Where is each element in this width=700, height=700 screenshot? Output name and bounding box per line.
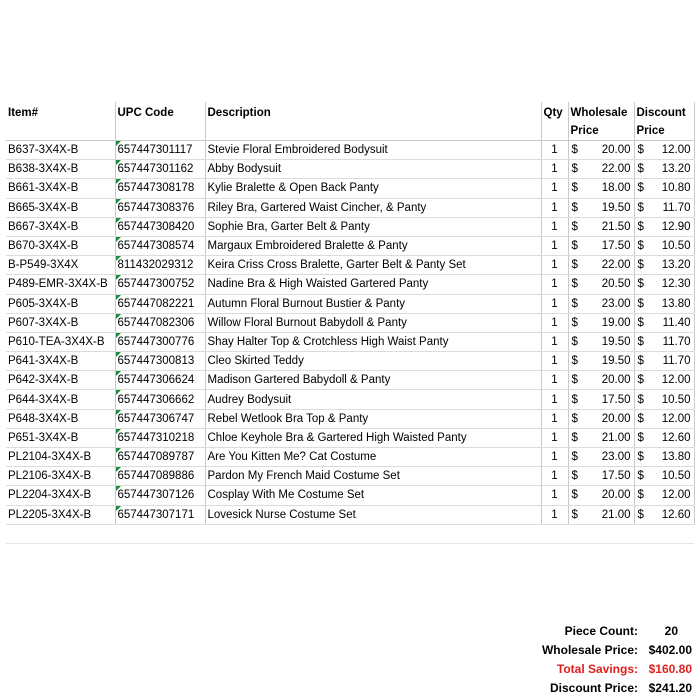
table-row	[6, 160, 694, 179]
item-number-cell: B637-3X4X-B	[6, 141, 115, 160]
discount-total-label: Discount Price:	[549, 681, 638, 695]
currency-symbol: $	[637, 163, 644, 176]
upc-code-cell: 657447307126	[115, 486, 205, 505]
currency-symbol: $	[637, 451, 644, 464]
wholesale-price-cell	[568, 256, 634, 275]
wholesale-price-cell	[568, 217, 634, 236]
upc-code-cell: 657447308574	[115, 236, 205, 255]
table-row	[6, 409, 694, 428]
wholesale-price-cell	[568, 409, 634, 428]
table-row	[6, 390, 694, 409]
upc-code-cell: 657447300752	[115, 275, 205, 294]
qty-cell: 1	[541, 275, 568, 294]
wholesale-price-cell	[568, 467, 634, 486]
discount-amount: 11.70	[662, 355, 691, 368]
piece-count-value: 20	[664, 624, 678, 638]
discount-amount: 10.50	[661, 393, 691, 406]
qty-cell: 1	[541, 486, 568, 505]
upc-code-cell: 657447308376	[115, 198, 205, 217]
discount-price-cell	[634, 352, 694, 371]
wholesale-amount: 20.00	[601, 144, 631, 157]
wholesale-price-cell	[568, 332, 634, 351]
wholesale-price-cell	[568, 179, 634, 198]
wholesale-amount: 17.50	[601, 393, 631, 406]
discount-price-cell	[634, 448, 694, 467]
currency-symbol: $	[637, 297, 644, 310]
item-number-cell: P651-3X4X-B	[6, 428, 115, 447]
currency-symbol: $	[571, 335, 578, 348]
wholesale-amount: 18.00	[601, 182, 631, 195]
wholesale-amount: 22.00	[601, 163, 631, 176]
wholesale-amount: 22.00	[601, 259, 631, 272]
wholesale-amount: 17.50	[601, 470, 631, 483]
discount-amount: 12.00	[661, 412, 691, 425]
summary-block	[6, 622, 700, 698]
table-row	[6, 371, 694, 390]
description-cell: Chloe Keyhole Bra & Gartered High Waisted Panty	[205, 428, 541, 447]
wholesale-price-cell	[568, 390, 634, 409]
discount-price-cell	[634, 332, 694, 351]
wholesale-price-cell	[568, 294, 634, 313]
header-upc: UPC Code	[115, 102, 205, 141]
discount-amount: 10.80	[661, 182, 691, 195]
currency-symbol: $	[637, 355, 644, 368]
item-number-cell: P610-TEA-3X4X-B	[6, 332, 115, 351]
header-discount	[634, 102, 694, 141]
description-cell: Are You Kitten Me? Cat Costume	[205, 448, 541, 467]
discount-total-row	[6, 679, 700, 698]
discount-price-cell	[634, 236, 694, 255]
wholesale-price-cell	[568, 371, 634, 390]
currency-symbol: $	[571, 431, 578, 444]
discount-amount: 11.70	[662, 335, 691, 348]
currency-symbol: $	[571, 278, 578, 291]
description-cell: Stevie Floral Embroidered Bodysuit	[205, 141, 541, 160]
currency-symbol: $	[571, 182, 578, 195]
qty-cell: 1	[541, 467, 568, 486]
wholesale-amount: 21.50	[601, 220, 631, 233]
currency-symbol: $	[571, 412, 578, 425]
discount-price-cell	[634, 486, 694, 505]
wholesale-amount: 20.00	[601, 374, 631, 387]
header-wholesale-line2: Price	[570, 125, 599, 137]
currency-symbol: $	[637, 470, 644, 483]
currency-symbol: $	[571, 144, 578, 157]
wholesale-price-cell	[568, 428, 634, 447]
discount-total-value: $241.20	[648, 681, 692, 695]
discount-amount: 12.00	[661, 144, 691, 157]
description-cell: Shay Halter Top & Crotchless High Waist Panty	[205, 332, 541, 351]
currency-symbol: $	[637, 335, 644, 348]
discount-amount: 13.80	[661, 297, 691, 310]
item-number-cell: P607-3X4X-B	[6, 313, 115, 332]
currency-symbol: $	[571, 393, 578, 406]
currency-symbol: $	[637, 489, 644, 502]
currency-symbol: $	[571, 259, 578, 272]
upc-code-cell: 657447308178	[115, 179, 205, 198]
qty-cell: 1	[541, 217, 568, 236]
currency-symbol: $	[637, 144, 644, 157]
wholesale-amount: 19.50	[601, 335, 631, 348]
header-item: Item#	[6, 102, 115, 141]
table-row	[6, 198, 694, 217]
currency-symbol: $	[637, 412, 644, 425]
wholesale-amount: 21.00	[601, 431, 631, 444]
item-number-cell: P489-EMR-3X4X-B	[6, 275, 115, 294]
description-cell: Margaux Embroidered Bralette & Panty	[205, 236, 541, 255]
header-wholesale	[568, 102, 634, 141]
upc-code-cell: 657447306747	[115, 409, 205, 428]
currency-symbol: $	[637, 508, 644, 521]
qty-cell: 1	[541, 332, 568, 351]
currency-symbol: $	[571, 508, 578, 521]
discount-price-cell	[634, 371, 694, 390]
discount-amount: 12.30	[661, 278, 691, 291]
qty-cell: 1	[541, 428, 568, 447]
blank-row	[6, 524, 694, 543]
discount-amount: 12.60	[661, 431, 691, 444]
item-number-cell: B638-3X4X-B	[6, 160, 115, 179]
currency-symbol: $	[637, 316, 644, 329]
discount-amount: 10.50	[661, 470, 691, 483]
item-number-cell: P648-3X4X-B	[6, 409, 115, 428]
upc-code-cell: 657447089886	[115, 467, 205, 486]
discount-price-cell	[634, 313, 694, 332]
item-number-cell: PL2104-3X4X-B	[6, 448, 115, 467]
header-description: Description	[205, 102, 541, 141]
currency-symbol: $	[571, 489, 578, 502]
description-cell: Willow Floral Burnout Babydoll & Panty	[205, 313, 541, 332]
upc-code-cell: 657447306624	[115, 371, 205, 390]
upc-code-cell: 657447306662	[115, 390, 205, 409]
currency-symbol: $	[571, 316, 578, 329]
discount-amount: 13.20	[661, 259, 691, 272]
discount-amount: 12.90	[661, 220, 691, 233]
item-number-cell: B665-3X4X-B	[6, 198, 115, 217]
discount-price-cell	[634, 390, 694, 409]
discount-price-cell	[634, 294, 694, 313]
currency-symbol: $	[571, 355, 578, 368]
table-body	[6, 141, 694, 525]
wholesale-amount: 19.00	[601, 316, 631, 329]
description-cell: Rebel Wetlook Bra Top & Panty	[205, 409, 541, 428]
discount-amount: 12.00	[661, 489, 691, 502]
wholesale-price-cell	[568, 160, 634, 179]
qty-cell: 1	[541, 313, 568, 332]
wholesale-amount: 23.00	[601, 451, 631, 464]
table-row	[6, 428, 694, 447]
description-cell: Kylie Bralette & Open Back Panty	[205, 179, 541, 198]
currency-symbol: $	[571, 163, 578, 176]
currency-symbol: $	[637, 220, 644, 233]
header-qty: Qty	[541, 102, 568, 141]
wholesale-price-cell	[568, 141, 634, 160]
wholesale-price-cell	[568, 505, 634, 524]
header-row	[6, 102, 694, 141]
wholesale-amount: 20.50	[601, 278, 631, 291]
piece-count-row	[6, 622, 700, 641]
qty-cell: 1	[541, 236, 568, 255]
description-cell: Abby Bodysuit	[205, 160, 541, 179]
description-cell: Madison Gartered Babydoll & Panty	[205, 371, 541, 390]
description-cell: Keira Criss Cross Bralette, Garter Belt & Panty Set	[205, 256, 541, 275]
description-cell: Cleo Skirted Teddy	[205, 352, 541, 371]
description-cell: Cosplay With Me Costume Set	[205, 486, 541, 505]
table-row	[6, 313, 694, 332]
qty-cell: 1	[541, 294, 568, 313]
qty-cell: 1	[541, 198, 568, 217]
upc-code-cell: 657447301162	[115, 160, 205, 179]
item-number-cell: P642-3X4X-B	[6, 371, 115, 390]
currency-symbol: $	[571, 297, 578, 310]
currency-symbol: $	[571, 201, 578, 214]
wholesale-price-cell	[568, 198, 634, 217]
table-row	[6, 141, 694, 160]
currency-symbol: $	[637, 182, 644, 195]
wholesale-price-cell	[568, 486, 634, 505]
discount-price-cell	[634, 428, 694, 447]
description-cell: Riley Bra, Gartered Waist Cincher, & Panty	[205, 198, 541, 217]
currency-symbol: $	[637, 431, 644, 444]
wholesale-price-cell	[568, 275, 634, 294]
table-row	[6, 179, 694, 198]
header-discount-line1: Discount	[636, 107, 686, 119]
description-cell: Nadine Bra & High Waisted Gartered Panty	[205, 275, 541, 294]
order-table	[6, 102, 695, 544]
currency-symbol: $	[571, 220, 578, 233]
qty-cell: 1	[541, 505, 568, 524]
wholesale-amount: 23.00	[601, 297, 631, 310]
savings-value: $160.80	[648, 662, 692, 676]
discount-amount: 12.00	[661, 374, 691, 387]
currency-symbol: $	[571, 374, 578, 387]
item-number-cell: B661-3X4X-B	[6, 179, 115, 198]
currency-symbol: $	[571, 470, 578, 483]
savings-label: Total Savings:	[556, 662, 638, 676]
wholesale-total-value: $402.00	[648, 643, 692, 657]
qty-cell: 1	[541, 390, 568, 409]
discount-amount: 11.70	[662, 201, 691, 214]
currency-symbol: $	[637, 259, 644, 272]
upc-code-cell: 657447300776	[115, 332, 205, 351]
qty-cell: 1	[541, 160, 568, 179]
qty-cell: 1	[541, 141, 568, 160]
wholesale-price-cell	[568, 448, 634, 467]
item-number-cell: B670-3X4X-B	[6, 236, 115, 255]
table-row	[6, 352, 694, 371]
table-row	[6, 256, 694, 275]
wholesale-amount: 20.00	[601, 412, 631, 425]
discount-amount: 11.40	[662, 316, 691, 329]
discount-price-cell	[634, 256, 694, 275]
description-cell: Sophie Bra, Garter Belt & Panty	[205, 217, 541, 236]
wholesale-total-row	[6, 641, 700, 660]
currency-symbol: $	[637, 201, 644, 214]
qty-cell: 1	[541, 448, 568, 467]
table-row	[6, 217, 694, 236]
table-row	[6, 486, 694, 505]
upc-code-cell: 657447082221	[115, 294, 205, 313]
currency-symbol: $	[637, 374, 644, 387]
wholesale-price-cell	[568, 352, 634, 371]
table-row	[6, 294, 694, 313]
qty-cell: 1	[541, 179, 568, 198]
discount-price-cell	[634, 198, 694, 217]
wholesale-amount: 19.50	[601, 201, 631, 214]
wholesale-amount: 21.00	[601, 508, 631, 521]
spreadsheet	[6, 102, 696, 695]
wholesale-price-cell	[568, 236, 634, 255]
discount-amount: 13.80	[661, 451, 691, 464]
upc-code-cell: 657447082306	[115, 313, 205, 332]
header-discount-line2: Price	[636, 125, 665, 137]
description-cell: Audrey Bodysuit	[205, 390, 541, 409]
qty-cell: 1	[541, 371, 568, 390]
discount-price-cell	[634, 505, 694, 524]
piece-count-label: Piece Count:	[564, 624, 638, 638]
savings-row	[6, 660, 700, 679]
table-row	[6, 236, 694, 255]
item-number-cell: PL2106-3X4X-B	[6, 467, 115, 486]
item-number-cell: B667-3X4X-B	[6, 217, 115, 236]
discount-price-cell	[634, 179, 694, 198]
upc-code-cell: 657447308420	[115, 217, 205, 236]
discount-price-cell	[634, 275, 694, 294]
upc-code-cell: 657447310218	[115, 428, 205, 447]
discount-price-cell	[634, 467, 694, 486]
wholesale-amount: 19.50	[601, 355, 631, 368]
table-row	[6, 467, 694, 486]
upc-code-cell: 657447300813	[115, 352, 205, 371]
currency-symbol: $	[571, 240, 578, 253]
header-wholesale-line1: Wholesale	[570, 107, 628, 119]
currency-symbol: $	[571, 451, 578, 464]
item-number-cell: PL2204-3X4X-B	[6, 486, 115, 505]
qty-cell: 1	[541, 256, 568, 275]
wholesale-total-label: Wholesale Price:	[541, 643, 638, 657]
discount-price-cell	[634, 160, 694, 179]
wholesale-price-cell	[568, 313, 634, 332]
upc-code-cell: 657447307171	[115, 505, 205, 524]
currency-symbol: $	[637, 278, 644, 291]
discount-price-cell	[634, 141, 694, 160]
description-cell: Lovesick Nurse Costume Set	[205, 505, 541, 524]
wholesale-amount: 20.00	[601, 489, 631, 502]
item-number-cell: PL2205-3X4X-B	[6, 505, 115, 524]
item-number-cell: P641-3X4X-B	[6, 352, 115, 371]
description-cell: Pardon My French Maid Costume Set	[205, 467, 541, 486]
qty-cell: 1	[541, 352, 568, 371]
discount-amount: 13.20	[661, 163, 691, 176]
discount-price-cell	[634, 217, 694, 236]
wholesale-amount: 17.50	[601, 240, 631, 253]
description-cell: Autumn Floral Burnout Bustier & Panty	[205, 294, 541, 313]
upc-code-cell: 811432029312	[115, 256, 205, 275]
discount-amount: 12.60	[661, 508, 691, 521]
currency-symbol: $	[637, 240, 644, 253]
discount-amount: 10.50	[661, 240, 691, 253]
item-number-cell: P644-3X4X-B	[6, 390, 115, 409]
upc-code-cell: 657447301117	[115, 141, 205, 160]
table-row	[6, 332, 694, 351]
currency-symbol: $	[637, 393, 644, 406]
item-number-cell: B-P549-3X4X	[6, 256, 115, 275]
upc-code-cell: 657447089787	[115, 448, 205, 467]
table-row	[6, 275, 694, 294]
item-number-cell: P605-3X4X-B	[6, 294, 115, 313]
table-row	[6, 448, 694, 467]
discount-price-cell	[634, 409, 694, 428]
table-row	[6, 505, 694, 524]
qty-cell: 1	[541, 409, 568, 428]
